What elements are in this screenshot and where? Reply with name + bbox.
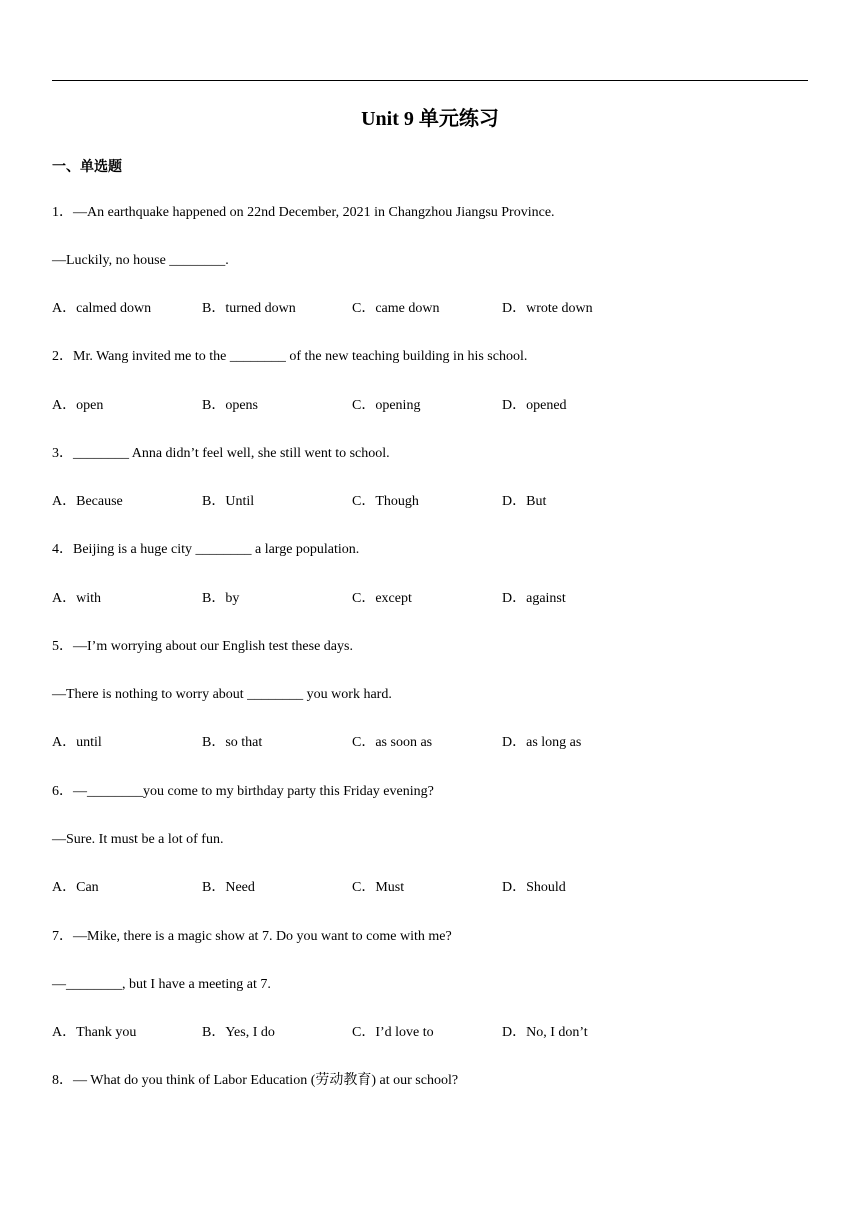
option-b: B．so that <box>202 735 263 750</box>
section-title: 一、单选题 <box>52 160 122 175</box>
option-d: D．as long as <box>502 735 582 750</box>
option-c: C．Though <box>352 494 419 509</box>
question-6-text: 6．—________you come to my birthday party this Friday evening? <box>52 784 434 799</box>
option-c: C．came down <box>352 301 440 316</box>
option-a: A．with <box>52 591 101 606</box>
option-a: A．Thank you <box>52 1025 137 1040</box>
option-a: A．calmed down <box>52 301 152 316</box>
option-d: D．wrote down <box>502 301 593 316</box>
option-b: B．turned down <box>202 301 296 316</box>
question-5-text: 5．—I’m worrying about our English test these days. <box>52 639 353 654</box>
option-c: C．I’d love to <box>352 1025 434 1040</box>
option-a: A．Can <box>52 880 99 895</box>
page-title: Unit 9 单元练习 <box>361 108 499 130</box>
option-d: D．against <box>502 591 566 606</box>
question-2-text: 2．Mr. Wang invited me to the ________ of the new teaching building in his school. <box>52 349 528 364</box>
option-d: D．opened <box>502 398 567 413</box>
option-d: D．But <box>502 494 547 509</box>
question-4-text: 4．Beijing is a huge city ________ a large population. <box>52 542 360 557</box>
option-b: B．Need <box>202 880 255 895</box>
header-rule <box>52 80 808 81</box>
option-d: D．No, I don’t <box>502 1025 588 1040</box>
question-3-text: 3．________ Anna didn’t feel well, she still went to school. <box>52 446 390 461</box>
question-6-reply: —Sure. It must be a lot of fun. <box>52 832 224 847</box>
option-c: C．as soon as <box>352 735 433 750</box>
option-b: B．Yes, I do <box>202 1025 275 1040</box>
option-a: A．Because <box>52 494 123 509</box>
option-c: C．opening <box>352 398 421 413</box>
question-5-reply: —There is nothing to worry about ________ you work hard. <box>52 687 392 702</box>
option-b: B．Until <box>202 494 255 509</box>
option-a: A．open <box>52 398 104 413</box>
option-d: D．Should <box>502 880 566 895</box>
option-c: C．except <box>352 591 412 606</box>
question-7-text: 7．—Mike, there is a magic show at 7. Do you want to come with me? <box>52 929 452 944</box>
option-b: B．opens <box>202 398 258 413</box>
question-1-reply: —Luckily, no house ________. <box>52 253 229 268</box>
option-a: A．until <box>52 735 102 750</box>
question-8-text: 8．— What do you think of Labor Education (劳动教育) at our school? <box>52 1073 459 1088</box>
option-c: C．Must <box>352 880 405 895</box>
option-b: B．by <box>202 591 240 606</box>
question-1-text: 1．—An earthquake happened on 22nd December, 2021 in Changzhou Jiangsu Province. <box>52 205 555 220</box>
question-7-reply: —________, but I have a meeting at 7. <box>52 977 271 992</box>
